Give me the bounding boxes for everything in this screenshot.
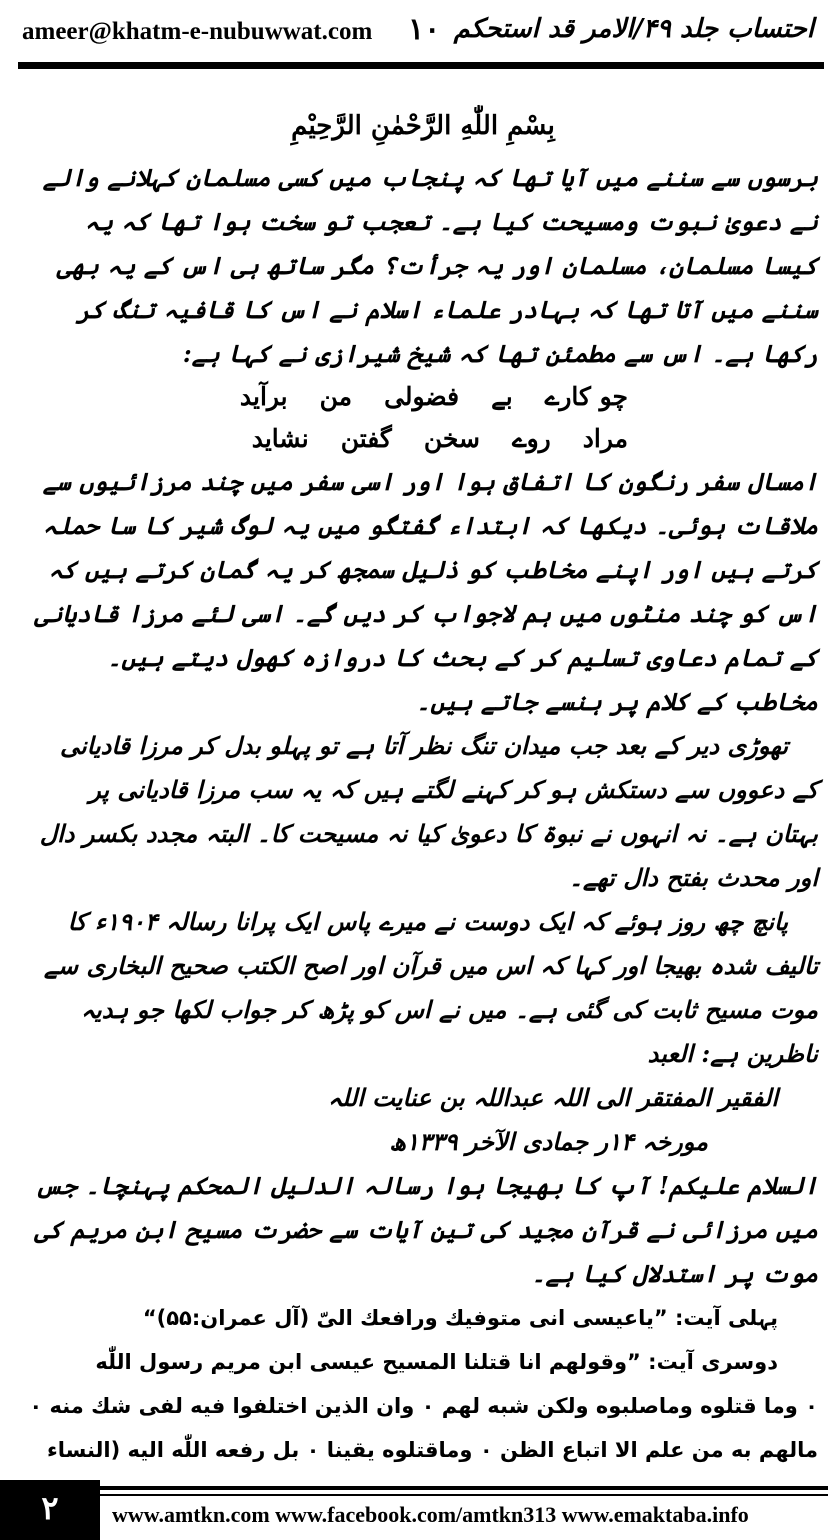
verse-word: سخن [423, 424, 480, 453]
verse-word: فضولی [384, 382, 460, 411]
date-line: مورخہ ۱۴ر جمادی الآخر ۱۳۳۹ھ [389, 1127, 708, 1156]
page-body [28, 106, 818, 1462]
paragraph-5: السلام علیکم! آپ کا بھیجا ہوا رسالہ الدلیل المحکم پہنچا۔ جس میں مرزائی نے قرآن مجید کی تین آیات سے حضرت مسیح ابن مریم کی موت پر استدلال کیا ہے۔ [34, 1171, 818, 1288]
verse-2-line-3: مالهم به من علم الا اتباع الظن ۰ وماقتلوه یقینا ۰ بل رفعه اللّٰه الیه (النساء [46, 1438, 818, 1462]
verse-1 [28, 1296, 818, 1340]
verse-2 [28, 1340, 818, 1384]
footer-page-number: ۲ [0, 1480, 100, 1540]
footer-rule [100, 1486, 828, 1490]
paragraph-4: پانچ چھ روز ہوئے کہ ایک دوست نے میرے پاس ایک پرانا رسالہ ۱۹۰۴ء کا تالیف شدہ بھیجا اور کہا کہ اس میں قرآن اور اصح الکتب صحیح البخاری سے موت مسیح ثابت کی گئی ہے۔ میں نے اس کو پڑھ کر جواب لکھا جو ہدیہ ناظرین ہے: العبد [43, 907, 818, 1068]
header-rule [18, 62, 824, 69]
verse-1-label: پہلی آیت: [674, 1306, 778, 1330]
verse-word: گفتن [340, 424, 392, 453]
verse-word: چو کارے [544, 382, 628, 411]
header-email: ameer@khatm-e-nubuwwat.com [22, 18, 373, 45]
page-footer [0, 1480, 840, 1540]
signature-line: الفقیر المفتقر الی اللہ عبداللہ بن عنایت اللہ [327, 1083, 778, 1112]
verse-line-2 [28, 418, 628, 460]
paragraph-2: امسال سفر رنگون کا اتفاق ہوا اور اسی سفر میں چند مرزائیوں سے ملاقات ہوئی۔ دیکھا کہ ابتداء گفتگو میں یہ لوگ شیر کا سا حملہ کرتے ہیں اور اپنے مخاطب کو ذلیل سمجھ کر یہ گمان کرتے ہیں کہ اس کو چند منٹوں میں ہم لاجواب کر دیں گے۔ اسی لئے مرزا قادیانی کے تمام دعاوی تسلیم کر کے بحث کا دروازہ کھول دیتے ہیں۔ مخاطب کے کلام پر ہنسے جاتے ہیں۔ [34, 467, 818, 716]
verse-2-line-2: ۰ وما قتلوه وماصلبوه ولكن شبه لهم ۰ وان الذین اختلفوا فیه لفی شك منه ۰ [29, 1394, 818, 1418]
verse-word: مراد [582, 424, 628, 453]
verse-line-1 [28, 376, 628, 418]
verse-word: نشاید [251, 424, 309, 453]
footer-links[interactable]: www.amtkn.com www.facebook.com/amtkn313 www.emaktaba.info [112, 1502, 749, 1527]
verse-1-text: ”یاعیسی انی متوفیك ورافعك الیّ (آل عمران:۵۵)“ [142, 1306, 668, 1330]
verse-word: برآید [239, 382, 288, 411]
verse-2-label: دوسری آیت: [648, 1350, 778, 1374]
paragraph-3: تھوڑی دیر کے بعد جب میدان تنگ نظر آتا ہے تو پہلو بدل کر مرزا قادیانی کے دعووں سے دستکش ہو کر کہنے لگتے ہیں کہ یہ سب مرزا قادیانی پر بہتان ہے۔ نہ انہوں نے نبوۃ کا دعویٰ کیا نہ مسیحت کا۔ البتہ مجدد بکسر دال اور محدث بفتح دال تھے۔ [39, 731, 818, 892]
paragraph-1: برسوں سے سننے میں آیا تھا کہ پنجاب میں کسی مسلمان کہلانے والے نے دعویٰ نبوت ومسیحت کیا ہے۔ تعجب تو سخت ہوا تھا کہ یہ کیسا مسلمان، مسلمان اور یہ جرأت؟ مگر ساتھ ہی اس کے یہ بھی سننے میں آتا تھا کہ بہادر علماء اسلام نے اس کا قافیہ تنگ کر رکھا ہے۔ اس سے مطمئن تھا کہ شیخ شیرازی نے کہا ہے: [42, 163, 818, 368]
verse-2-line-1: ”وقولهم انا قتلنا المسیح عیسی ابن مریم رسول اللّٰه [95, 1350, 641, 1374]
footer-rule [100, 1494, 828, 1496]
book-title: احتساب جلد ۴۹/الامر قد استحکم [453, 14, 814, 44]
page-number: ۱۰ [408, 12, 441, 47]
verse-word: روے [511, 424, 551, 453]
verse-word: بے [491, 382, 513, 411]
persian-verse [28, 376, 818, 460]
page-header [0, 0, 840, 70]
verse-word: من [319, 382, 353, 411]
bismillah: بِسْمِ اللّٰهِ الرَّحْمٰنِ الرَّحِیْمِ [291, 111, 555, 141]
